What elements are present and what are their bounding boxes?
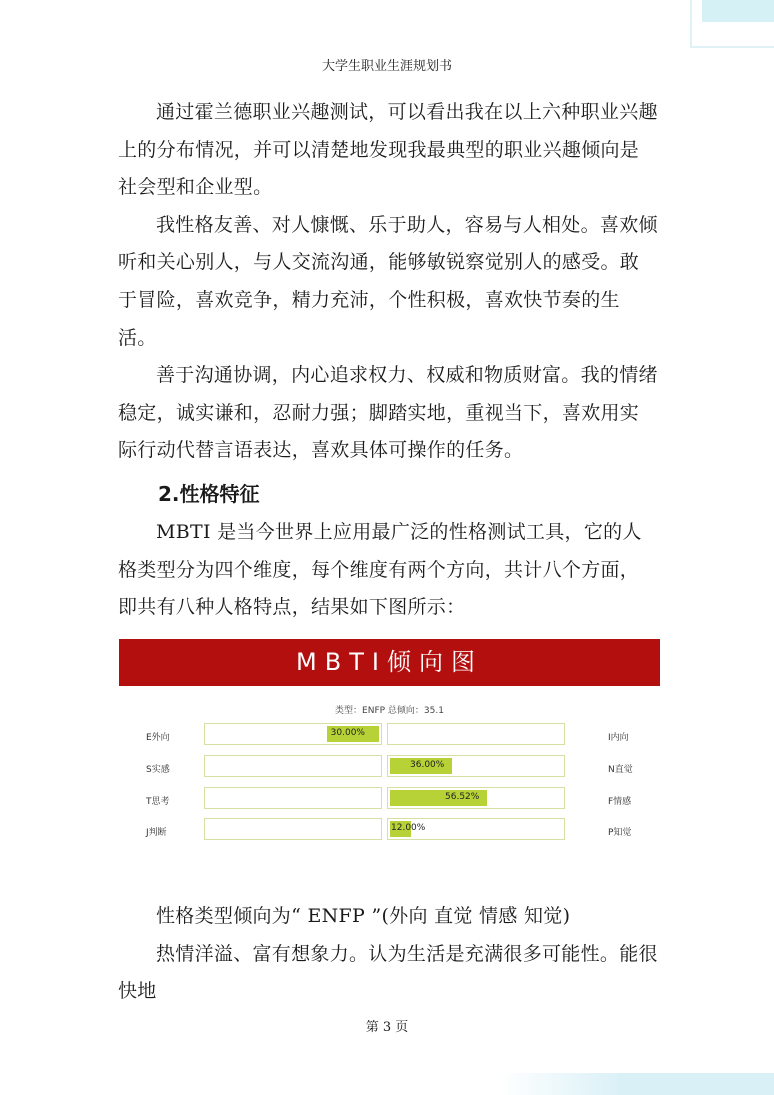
paragraph: 善于沟通协调，内心追求权力、权威和物质财富。我的情绪稳定，诚实谦和，忍耐力强；脚踏实地，重视当下，喜欢用实际行动代替言语表达，喜欢具体可操作的任务。 [118,364,658,462]
bottom-decoration [500,1073,774,1095]
mbti-left-label: E外向 [146,733,170,743]
mbti-chart-subtitle: 类型：ENFP 总倾向：35.1 [335,706,444,716]
mbti-right-label: I内向 [608,733,629,743]
page-header: 大学生职业生涯规划书 [321,59,452,74]
mbti-bar-track [387,755,565,777]
paragraph: 我性格友善、对人慷慨、乐于助人，容易与人相处。喜欢倾听和关心别人，与人交流沟通，能够敏锐察觉别人的感受。敢于冒险，喜欢竞争，精力充沛，个性积极，喜欢快节奏的生活。 [118,213,658,349]
mbti-row [0,787,774,811]
mbti-percent-label: 12.00% [391,823,426,833]
mbti-row [0,755,774,779]
mbti-bar-track [387,723,565,745]
corner-decoration [690,0,774,48]
paragraph: MBTI 是当今世界上应用最广泛的性格测试工具，它的人格类型分为四个维度，每个维度有两个方向，共计八个方面，即共有八种人格特点，结果如下图所示： [118,521,642,619]
mbti-left-label: S实感 [146,765,170,775]
mbti-right-label: P知觉 [608,828,632,838]
page-footer: 第 3 页 [365,1020,409,1035]
mbti-bar-track [387,818,565,840]
mbti-percent-label: 56.52% [445,792,480,802]
paragraph-group-top [118,94,658,470]
mbti-bar-track [204,723,382,745]
mbti-percent-label: 36.00% [410,760,445,770]
mbti-bar-track [204,755,382,777]
mbti-bar-track [387,787,565,809]
mbti-bar-track [204,787,382,809]
mbti-bar-track [204,818,382,840]
mbti-chart-title: MBTI倾向图 [119,639,660,686]
paragraph-group-mid [118,514,658,627]
mbti-left-label: T思考 [146,797,170,807]
paragraph: 性格类型倾向为“ ENFP ”(外向 直觉 情感 知觉) [156,905,571,927]
mbti-row [0,723,774,747]
paragraph: 通过霍兰德职业兴趣测试，可以看出我在以上六种职业兴趣上的分布情况，并可以清楚地发现我最典型的职业兴趣倾向是社会型和企业型。 [118,101,658,199]
paragraph: 热情洋溢、富有想象力。认为生活是充满很多可能性。能很快地 [118,942,658,1003]
mbti-left-label: J判断 [146,828,167,838]
mbti-row [0,818,774,842]
mbti-right-label: F情感 [608,797,632,807]
paragraph-group-bottom [118,898,658,1011]
mbti-percent-label: 30.00% [330,728,365,738]
mbti-right-label: N直觉 [608,765,633,775]
section-heading: 2.性格特征 [158,482,260,506]
